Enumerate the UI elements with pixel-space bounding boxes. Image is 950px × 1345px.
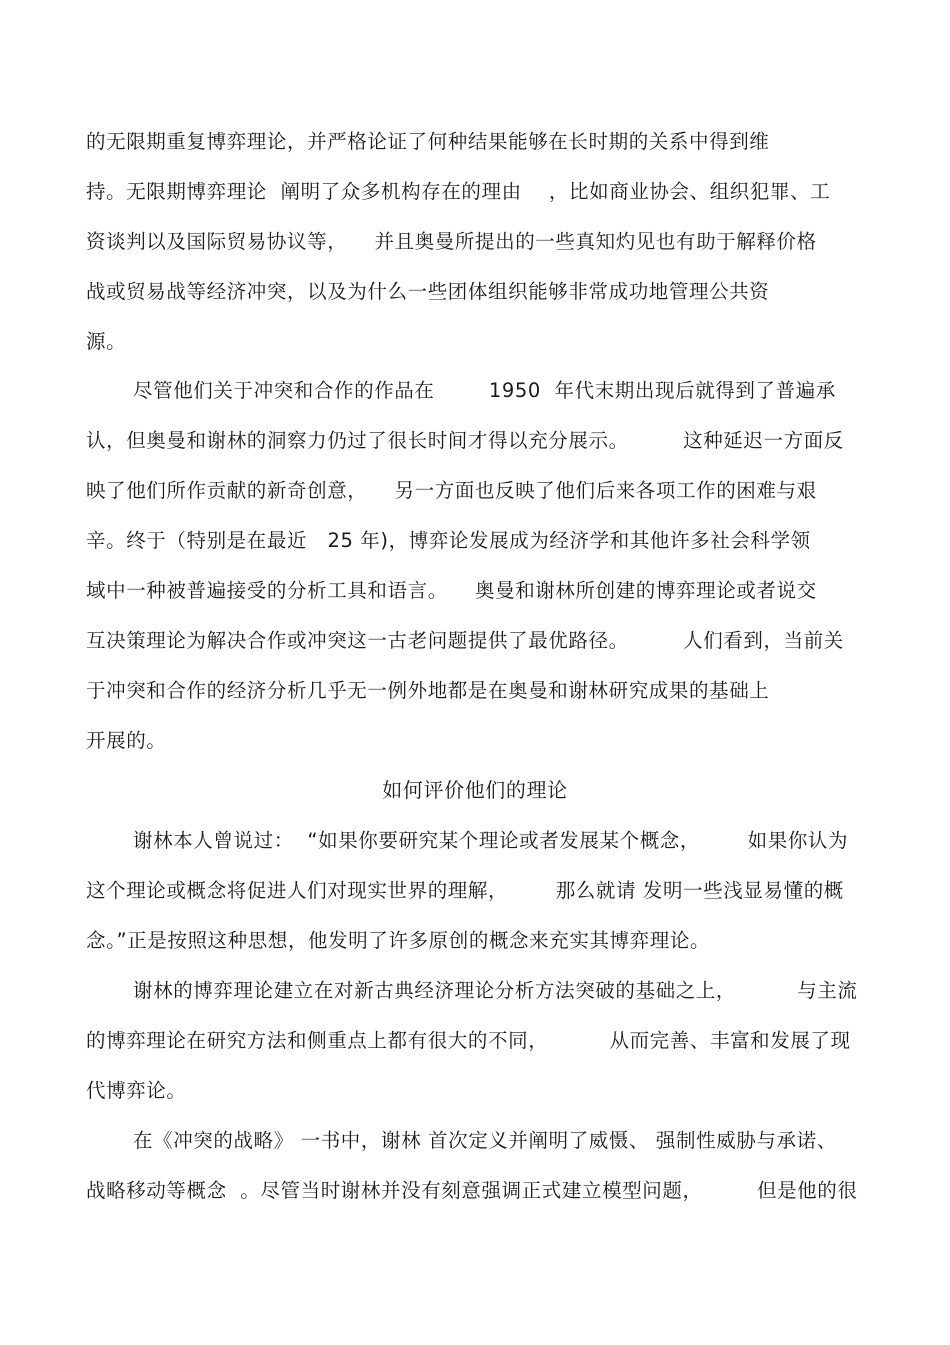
text-line: 映了他们所作贡献的新奇创意， 另一方面也反映了他们后来各项工作的困难与艰: [86, 479, 817, 502]
text-line: 源。: [86, 330, 127, 353]
text-line: 战或贸易战等经济冲突，以及为什么一些团体组织能够非常成功地管理公共资: [86, 280, 770, 303]
text-line: 的无限期重复博弈理论，并严格论证了何种结果能够在长时期的关系中得到维: [86, 130, 770, 153]
text-line: 尽管他们关于冲突和合作的作品在 1950 年代末期出现后就得到了普遍承: [133, 379, 836, 402]
text-line: 于冲突和合作的经济分析几乎无一例外地都是在奥曼和谢林研究成果的基础上: [86, 679, 770, 702]
text-line: 互决策理论为解决合作或冲突这一古老问题提供了最优路径。 人们看到，当前关: [86, 629, 844, 652]
text-line: 谢林的博弈理论建立在对新古典经济理论分析方法突破的基础之上， 与主流: [133, 979, 858, 1002]
text-line: 辛。终于（特别是在最近 25 年)，博弈论发展成为经济学和其他许多社会科学领: [86, 529, 811, 552]
text-line: 资谈判以及国际贸易协议等， 并且奥曼所提出的一些真知灼见也有助于解释价格: [86, 230, 817, 253]
section-heading: 如何评价他们的理论: [382, 778, 568, 802]
text-line: 开展的。: [86, 729, 167, 752]
text-line: 谢林本人曾说过： “如果你要研究某个理论或者发展某个概念， 如果你认为: [133, 829, 849, 852]
text-line: 在《冲突的战略》 一书中，谢林 首次定义并阐明了威慑、 强制性威胁与承诺、: [133, 1129, 837, 1152]
text-line: 认，但奥曼和谢林的洞察力仍过了很长时间才得以充分展示。 这种延迟一方面反: [86, 429, 844, 452]
text-line: 持。无限期博弈理论 阐明了众多机构存在的理由 ，比如商业协会、组织犯罪、工: [86, 180, 831, 203]
text-line: 的博弈理论在研究方法和侧重点上都有很大的不同， 从而完善、丰富和发展了现: [86, 1029, 851, 1052]
text-line: 战略移动等概念 。尽管当时谢林并没有刻意强调正式建立模型问题， 但是他的很: [86, 1179, 858, 1202]
text-line: 这个理论或概念将促进人们对现实世界的理解， 那么就请 发明一些浅显易懂的概: [86, 879, 844, 902]
text-line: 域中一种被普遍接受的分析工具和语言。 奥曼和谢林所创建的博弈理论或者说交: [86, 579, 817, 602]
text-line: 代博弈论。: [86, 1079, 187, 1102]
text-line: 念。”正是按照这种思想，他发明了许多原创的概念来充实其博弈理论。: [86, 929, 711, 952]
